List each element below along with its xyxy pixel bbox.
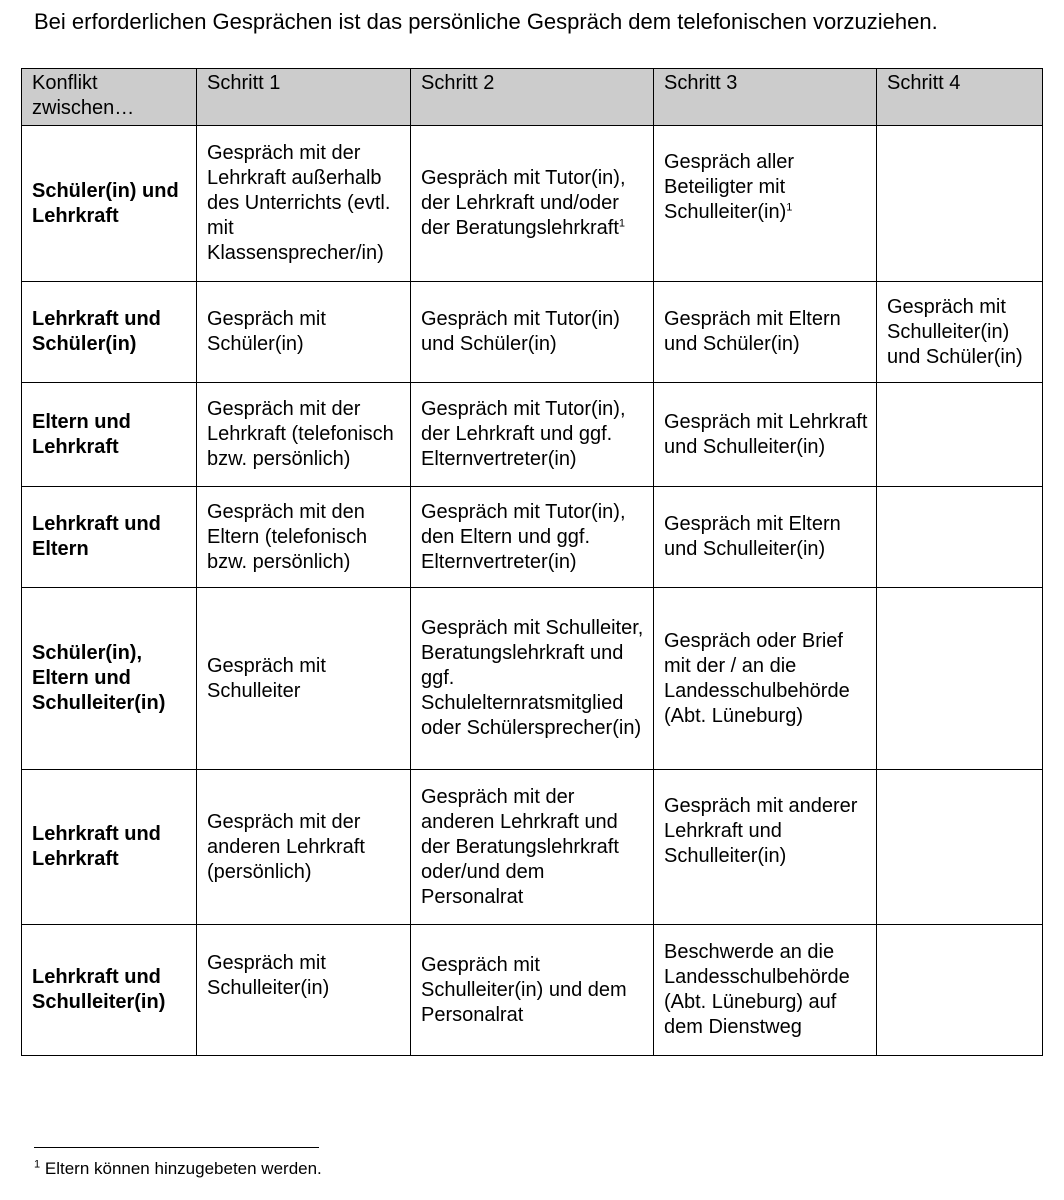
table-row xyxy=(22,282,1043,383)
step-cell xyxy=(197,487,411,588)
step-text: Gespräch mit Eltern und Schulleiter(in) xyxy=(664,513,841,560)
row-label: Schüler(in) und Lehrkraft xyxy=(22,126,197,282)
step-cell xyxy=(877,126,1043,282)
step-cell xyxy=(654,487,877,588)
step-text: Gespräch aller Beteiligter mit Schulleiter(in) xyxy=(664,151,795,223)
step-cell xyxy=(197,383,411,487)
header-cell-step-4: Schritt 4 xyxy=(877,69,1043,126)
footnote-text: Eltern können hinzugebeten werden. xyxy=(44,1159,322,1178)
step-cell xyxy=(411,282,654,383)
step-text: Gespräch mit der anderen Lehrkraft (persönlich) xyxy=(207,810,365,883)
step-text: Gespräch mit Schulleiter(in) und Schüler(in) xyxy=(887,295,1023,368)
step-text: Gespräch mit anderer Lehrkraft und Schulleiter(in) xyxy=(664,795,858,867)
step-text: Gespräch mit Tutor(in), der Lehrkraft und ggf. Elternvertreter(in) xyxy=(421,398,626,470)
step-cell xyxy=(411,770,654,925)
step-text: Gespräch oder Brief mit der / an die Landesschulbehörde (Abt. Lüneburg) xyxy=(664,629,850,727)
step-cell xyxy=(411,383,654,487)
step-cell xyxy=(197,126,411,282)
step-cell xyxy=(877,383,1043,487)
step-cell xyxy=(197,770,411,925)
footnote xyxy=(34,1158,322,1180)
footnote-ref: 1 xyxy=(786,201,793,214)
footnote-mark: 1 xyxy=(34,1158,41,1171)
step-cell xyxy=(654,770,877,925)
step-text: Gespräch mit Schulleiter(in) xyxy=(207,952,330,999)
step-cell xyxy=(654,383,877,487)
row-label: Lehrkraft und Schüler(in) xyxy=(22,282,197,383)
step-cell xyxy=(877,282,1043,383)
step-cell xyxy=(877,588,1043,770)
step-text: Gespräch mit Schulleiter xyxy=(207,654,326,702)
footnote-divider xyxy=(34,1147,319,1148)
step-cell xyxy=(411,925,654,1056)
table-row xyxy=(22,126,1043,282)
step-text: Gespräch mit Tutor(in), den Eltern und ggf. Elternvertreter(in) xyxy=(421,500,626,573)
footnote-ref: 1 xyxy=(618,217,626,230)
intro-text: Bei erforderlichen Gesprächen ist das persönliche Gespräch dem telefonischen vorzuziehen. xyxy=(34,9,938,34)
step-text: Gespräch mit den Eltern (telefonisch bzw. persönlich) xyxy=(207,500,368,573)
step-text: Beschwerde an die Landesschulbehörde (Abt. Lüneburg) auf dem Dienstweg xyxy=(664,941,850,1038)
header-cell-step-1: Schritt 1 xyxy=(197,69,411,126)
step-text: Gespräch mit Eltern und Schüler(in) xyxy=(664,308,841,355)
step-cell xyxy=(877,770,1043,925)
table-row xyxy=(22,770,1043,925)
step-cell xyxy=(411,487,654,588)
step-text: Gespräch mit Schulleiter(in) und dem Personalrat xyxy=(421,953,627,1026)
header-cell-step-3: Schritt 3 xyxy=(654,69,877,126)
step-text: Gespräch mit Tutor(in) und Schüler(in) xyxy=(421,308,620,355)
step-cell xyxy=(411,126,654,282)
row-label: Schüler(in), Eltern und Schulleiter(in) xyxy=(22,588,197,770)
step-text: Gespräch mit Schüler(in) xyxy=(207,308,326,355)
step-text: Gespräch mit der Lehrkraft außerhalb des Unterrichts (evtl. mit Klassensprecher/in) xyxy=(207,142,391,264)
step-text: Gespräch mit der Lehrkraft (telefonisch bzw. persönlich) xyxy=(207,398,394,470)
step-cell xyxy=(197,282,411,383)
table-row xyxy=(22,588,1043,770)
step-text: Gespräch mit der anderen Lehrkraft und der Beratungslehrkraft oder/und dem Personalrat xyxy=(421,785,619,908)
row-label: Eltern und Lehrkraft xyxy=(22,383,197,487)
table-row xyxy=(22,925,1043,1056)
table-row xyxy=(22,487,1043,588)
step-cell xyxy=(197,588,411,770)
step-cell xyxy=(411,588,654,770)
step-cell xyxy=(877,925,1043,1056)
step-cell xyxy=(654,925,877,1056)
row-label: Lehrkraft und Eltern xyxy=(22,487,197,588)
step-cell xyxy=(654,588,877,770)
step-cell xyxy=(877,487,1043,588)
step-cell xyxy=(197,925,411,1056)
row-label: Lehrkraft und Schulleiter(in) xyxy=(22,925,197,1056)
step-text: Gespräch mit Tutor(in), der Lehrkraft und/oder der Beratungslehrkraft xyxy=(421,167,626,239)
step-text: Gespräch mit Lehrkraft und Schulleiter(in) xyxy=(664,410,868,458)
step-text: Gespräch mit Schulleiter, Beratungslehrkraft und ggf. Schulelternratsmitglied oder Schülersprecher(in) xyxy=(421,617,644,739)
step-cell xyxy=(654,282,877,383)
header-cell-step-2: Schritt 2 xyxy=(411,69,654,126)
table-row xyxy=(22,383,1043,487)
row-label: Lehrkraft und Lehrkraft xyxy=(22,770,197,925)
conflict-table xyxy=(21,68,1043,1056)
table-header-row xyxy=(22,69,1043,126)
step-cell xyxy=(654,126,877,282)
header-cell-conflict: Konflikt zwischen… xyxy=(22,69,197,126)
